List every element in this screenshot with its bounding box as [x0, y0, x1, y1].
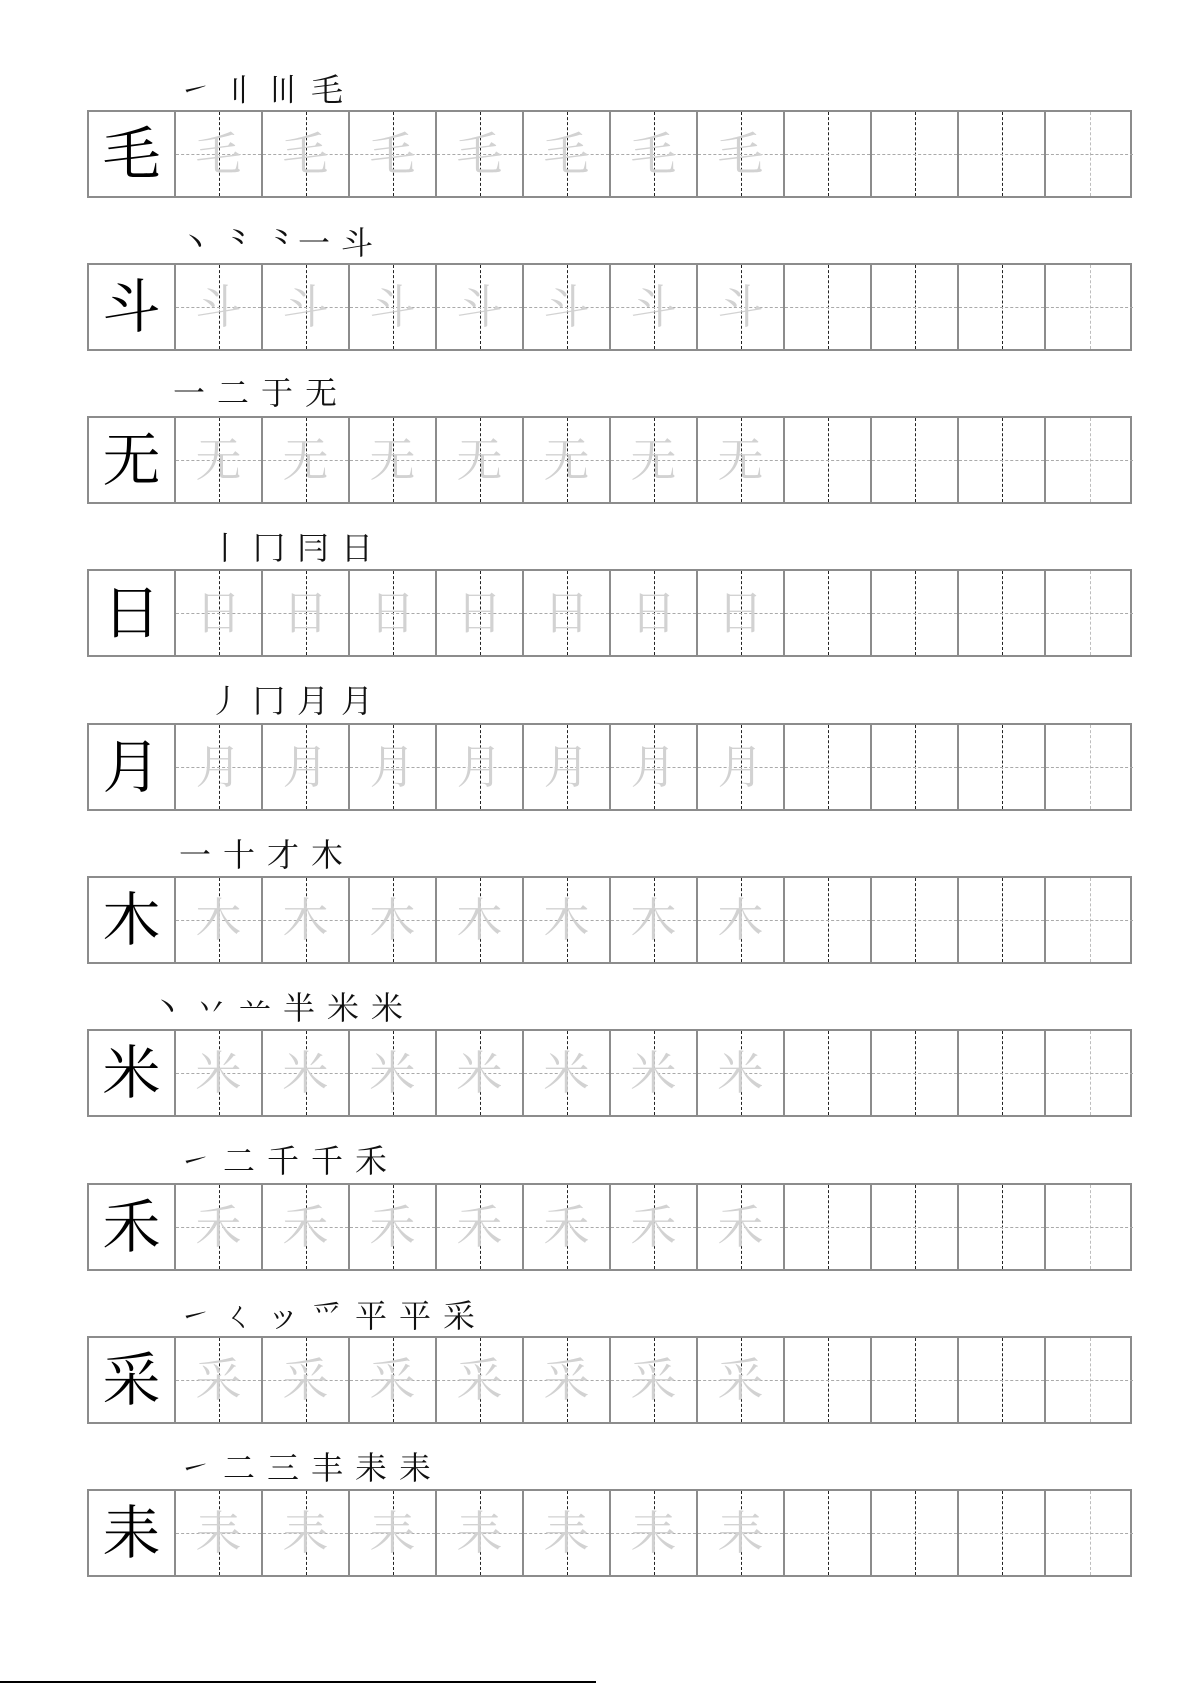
stroke-order-sequence	[150, 980, 404, 1027]
trace-cell[interactable]	[176, 725, 263, 809]
trace-cell[interactable]	[176, 1338, 263, 1422]
trace-cell[interactable]	[350, 1491, 437, 1575]
trace-cell[interactable]	[176, 1491, 263, 1575]
blank-practice-cell[interactable]	[959, 418, 1046, 502]
blank-practice-cell[interactable]	[872, 1491, 959, 1575]
trace-cell[interactable]	[611, 725, 698, 809]
stroke-step: 月	[340, 682, 373, 720]
trace-character: 无	[630, 433, 677, 487]
trace-cell[interactable]	[611, 418, 698, 502]
blank-practice-cell[interactable]	[785, 878, 872, 962]
trace-cell[interactable]	[263, 1185, 350, 1269]
trace-character: 月	[282, 740, 329, 794]
blank-practice-cell[interactable]	[872, 1185, 959, 1269]
trace-character: 米	[543, 1046, 590, 1100]
blank-practice-cell[interactable]	[959, 265, 1046, 349]
blank-practice-cell[interactable]	[872, 878, 959, 962]
trace-cell[interactable]	[698, 265, 785, 349]
stroke-step: 三	[266, 1449, 299, 1487]
stroke-step: 于	[260, 374, 293, 412]
trace-character: 采	[195, 1353, 242, 1407]
trace-cell[interactable]	[263, 878, 350, 962]
trace-cell[interactable]	[524, 1491, 611, 1575]
trace-character: 米	[282, 1046, 329, 1100]
trace-character: 无	[195, 433, 242, 487]
trace-character: 禾	[543, 1200, 590, 1254]
model-character: 禾	[102, 1193, 161, 1261]
trace-cell[interactable]	[698, 878, 785, 962]
blank-practice-cell[interactable]	[785, 418, 872, 502]
trace-character: 月	[195, 740, 242, 794]
trace-cell[interactable]	[350, 571, 437, 655]
footer-rule	[0, 1681, 596, 1683]
trace-cell[interactable]	[524, 1338, 611, 1422]
stroke-order-sequence	[208, 520, 374, 567]
stroke-step: 二	[222, 1142, 255, 1180]
trace-character: 禾	[630, 1200, 677, 1254]
trace-character: 耒	[630, 1506, 677, 1560]
model-character-cell	[89, 265, 176, 349]
stroke-step: 十	[222, 836, 255, 874]
blank-practice-cell[interactable]	[1046, 418, 1133, 502]
stroke-step: 丨	[208, 529, 241, 567]
trace-cell[interactable]	[698, 571, 785, 655]
blank-practice-cell[interactable]	[1046, 112, 1133, 196]
stroke-step: 爫	[310, 1297, 343, 1335]
blank-practice-cell[interactable]	[1046, 725, 1133, 809]
stroke-step: 无	[304, 374, 337, 412]
trace-cell[interactable]	[263, 1031, 350, 1115]
stroke-step: 半	[282, 989, 315, 1027]
trace-cell[interactable]	[698, 725, 785, 809]
trace-cell[interactable]	[437, 878, 524, 962]
trace-character: 斗	[717, 280, 764, 334]
stroke-step: 才	[266, 836, 299, 874]
practice-grid-row	[87, 263, 1132, 351]
blank-practice-cell[interactable]	[785, 1338, 872, 1422]
trace-cell[interactable]	[176, 1185, 263, 1269]
blank-practice-cell[interactable]	[872, 1338, 959, 1422]
trace-character: 米	[456, 1046, 503, 1100]
practice-grid-row	[87, 1489, 1132, 1577]
stroke-step: 二	[216, 374, 249, 412]
stroke-step: 二	[222, 1449, 255, 1487]
stroke-order-sequence	[178, 1440, 432, 1487]
stroke-order-sequence	[178, 827, 344, 874]
trace-cell[interactable]	[698, 418, 785, 502]
trace-character: 采	[543, 1353, 590, 1407]
model-character: 耒	[102, 1499, 161, 1567]
trace-character: 毛	[717, 127, 764, 181]
trace-character: 斗	[456, 280, 503, 334]
trace-cell[interactable]	[611, 1338, 698, 1422]
trace-character: 木	[456, 893, 503, 947]
stroke-step: 月	[296, 682, 329, 720]
blank-practice-cell[interactable]	[785, 1491, 872, 1575]
stroke-step: 一	[172, 374, 205, 412]
trace-character: 毛	[543, 127, 590, 181]
trace-cell[interactable]	[263, 1491, 350, 1575]
trace-character: 毛	[195, 127, 242, 181]
stroke-step: 丷	[194, 989, 227, 1027]
blank-practice-cell[interactable]	[1046, 1185, 1133, 1269]
blank-practice-cell[interactable]	[1046, 1031, 1133, 1115]
model-character-cell	[89, 1185, 176, 1269]
trace-character: 耒	[717, 1506, 764, 1560]
stroke-step: ⺀	[222, 224, 255, 262]
stroke-step: 丶	[178, 224, 211, 262]
blank-practice-cell[interactable]	[959, 1491, 1046, 1575]
blank-practice-cell[interactable]	[1046, 571, 1133, 655]
stroke-step: ㇀	[178, 71, 211, 109]
model-character-cell	[89, 1491, 176, 1575]
stroke-step: ッ	[266, 1297, 299, 1335]
model-character: 无	[102, 426, 161, 494]
stroke-order-sequence	[178, 215, 374, 262]
practice-grid-row	[87, 876, 1132, 964]
blank-practice-cell[interactable]	[872, 571, 959, 655]
trace-cell[interactable]	[350, 725, 437, 809]
blank-practice-cell[interactable]	[959, 1338, 1046, 1422]
trace-character: 采	[717, 1353, 764, 1407]
trace-character: 木	[717, 893, 764, 947]
stroke-step: 冂	[252, 529, 285, 567]
stroke-order-sequence	[208, 673, 374, 720]
practice-grid-row	[87, 1183, 1132, 1271]
stroke-step: 采	[442, 1297, 475, 1335]
trace-character: 毛	[630, 127, 677, 181]
stroke-step: 丿	[208, 682, 241, 720]
trace-character: 斗	[195, 280, 242, 334]
trace-cell[interactable]	[350, 878, 437, 962]
trace-character: 禾	[282, 1200, 329, 1254]
blank-practice-cell[interactable]	[1046, 1338, 1133, 1422]
trace-cell[interactable]	[263, 1338, 350, 1422]
trace-character: 木	[369, 893, 416, 947]
stroke-step: 丰	[310, 1449, 343, 1487]
trace-character: 采	[282, 1353, 329, 1407]
model-character-cell	[89, 1338, 176, 1422]
trace-character: 禾	[456, 1200, 503, 1254]
blank-practice-cell[interactable]	[1046, 265, 1133, 349]
trace-cell[interactable]	[698, 1031, 785, 1115]
trace-cell[interactable]	[437, 725, 524, 809]
stroke-order-sequence	[178, 62, 344, 109]
model-character: 木	[102, 886, 161, 954]
trace-character: 耒	[369, 1506, 416, 1560]
trace-cell[interactable]	[524, 571, 611, 655]
trace-character: 耒	[282, 1506, 329, 1560]
trace-character: 木	[195, 893, 242, 947]
blank-practice-cell[interactable]	[1046, 1491, 1133, 1575]
blank-practice-cell[interactable]	[785, 1185, 872, 1269]
trace-cell[interactable]	[698, 1491, 785, 1575]
trace-cell[interactable]	[437, 418, 524, 502]
trace-cell[interactable]	[437, 1491, 524, 1575]
trace-cell[interactable]	[350, 112, 437, 196]
trace-character: 月	[456, 740, 503, 794]
model-character: 采	[102, 1346, 161, 1414]
trace-character: 采	[456, 1353, 503, 1407]
trace-cell[interactable]	[350, 418, 437, 502]
trace-character: 耒	[456, 1506, 503, 1560]
stroke-step: 毛	[310, 71, 343, 109]
model-character-cell	[89, 418, 176, 502]
trace-character: 斗	[630, 280, 677, 334]
trace-character: 耒	[195, 1506, 242, 1560]
blank-practice-cell[interactable]	[785, 1031, 872, 1115]
trace-cell[interactable]	[176, 571, 263, 655]
trace-character: 无	[369, 433, 416, 487]
model-character-cell	[89, 1031, 176, 1115]
trace-cell[interactable]	[350, 1185, 437, 1269]
trace-character: 米	[717, 1046, 764, 1100]
model-character: 毛	[102, 120, 161, 188]
trace-cell[interactable]	[524, 265, 611, 349]
trace-cell[interactable]	[611, 112, 698, 196]
trace-character: 月	[630, 740, 677, 794]
trace-character: 日	[543, 586, 590, 640]
trace-character: 毛	[456, 127, 503, 181]
trace-cell[interactable]	[263, 265, 350, 349]
trace-cell[interactable]	[437, 112, 524, 196]
stroke-step: 冂	[252, 682, 285, 720]
practice-grid-row	[87, 416, 1132, 504]
stroke-step: ㇀	[178, 1449, 211, 1487]
trace-character: 米	[369, 1046, 416, 1100]
trace-cell[interactable]	[176, 112, 263, 196]
trace-character: 米	[630, 1046, 677, 1100]
trace-cell[interactable]	[611, 1491, 698, 1575]
stroke-step: 米	[326, 989, 359, 1027]
blank-practice-cell[interactable]	[785, 112, 872, 196]
stroke-step: 䒑	[238, 989, 271, 1027]
stroke-step: ㄑ	[222, 1297, 255, 1335]
trace-cell[interactable]	[524, 1031, 611, 1115]
trace-cell[interactable]	[437, 1338, 524, 1422]
blank-practice-cell[interactable]	[785, 725, 872, 809]
trace-cell[interactable]	[611, 265, 698, 349]
trace-character: 米	[195, 1046, 242, 1100]
model-character-cell	[89, 112, 176, 196]
stroke-order-sequence	[172, 365, 338, 412]
trace-cell[interactable]	[698, 112, 785, 196]
trace-cell[interactable]	[611, 1031, 698, 1115]
stroke-step: 千	[266, 1142, 299, 1180]
trace-character: 月	[543, 740, 590, 794]
stroke-step: 千	[310, 1142, 343, 1180]
trace-cell[interactable]	[350, 1031, 437, 1115]
trace-cell[interactable]	[176, 1031, 263, 1115]
trace-character: 无	[282, 433, 329, 487]
stroke-step: ㇀	[178, 1297, 211, 1335]
stroke-step: 丶	[150, 989, 183, 1027]
trace-character: 月	[369, 740, 416, 794]
trace-character: 禾	[717, 1200, 764, 1254]
trace-cell[interactable]	[176, 878, 263, 962]
practice-grid-row	[87, 723, 1132, 811]
trace-cell[interactable]	[437, 1185, 524, 1269]
trace-cell[interactable]	[698, 1185, 785, 1269]
stroke-step: ⺀一	[266, 224, 331, 262]
trace-cell[interactable]	[350, 265, 437, 349]
trace-character: 采	[630, 1353, 677, 1407]
blank-practice-cell[interactable]	[872, 265, 959, 349]
trace-cell[interactable]	[263, 418, 350, 502]
trace-character: 日	[282, 586, 329, 640]
practice-grid-row	[87, 1029, 1132, 1117]
practice-grid-row	[87, 569, 1132, 657]
stroke-step: 〢	[222, 71, 255, 109]
stroke-step: 木	[310, 836, 343, 874]
trace-cell[interactable]	[524, 1185, 611, 1269]
trace-character: 无	[456, 433, 503, 487]
trace-character: 耒	[543, 1506, 590, 1560]
trace-cell[interactable]	[524, 878, 611, 962]
stroke-step: 耒	[354, 1449, 387, 1487]
stroke-order-sequence	[178, 1133, 388, 1180]
trace-character: 日	[369, 586, 416, 640]
stroke-step: 平	[398, 1297, 431, 1335]
trace-character: 禾	[195, 1200, 242, 1254]
model-character: 月	[102, 733, 161, 801]
trace-cell[interactable]	[176, 265, 263, 349]
trace-character: 月	[717, 740, 764, 794]
stroke-step: 米	[370, 989, 403, 1027]
stroke-step: 平	[354, 1297, 387, 1335]
trace-character: 采	[369, 1353, 416, 1407]
blank-practice-cell[interactable]	[785, 265, 872, 349]
blank-practice-cell[interactable]	[959, 725, 1046, 809]
trace-cell[interactable]	[437, 1031, 524, 1115]
blank-practice-cell[interactable]	[872, 418, 959, 502]
stroke-step: ㇀	[178, 1142, 211, 1180]
stroke-step: 〣	[266, 71, 299, 109]
blank-practice-cell[interactable]	[872, 112, 959, 196]
trace-cell[interactable]	[176, 418, 263, 502]
trace-character: 日	[717, 586, 764, 640]
model-character: 斗	[102, 273, 161, 341]
model-character: 米	[102, 1039, 161, 1107]
trace-character: 无	[717, 433, 764, 487]
trace-cell[interactable]	[263, 571, 350, 655]
stroke-step: 耒	[398, 1449, 431, 1487]
stroke-step: 斗	[341, 224, 374, 262]
blank-practice-cell[interactable]	[872, 725, 959, 809]
trace-cell[interactable]	[524, 418, 611, 502]
blank-practice-cell[interactable]	[872, 1031, 959, 1115]
trace-cell[interactable]	[263, 112, 350, 196]
blank-practice-cell[interactable]	[959, 1031, 1046, 1115]
blank-practice-cell[interactable]	[959, 878, 1046, 962]
trace-character: 日	[456, 586, 503, 640]
trace-cell[interactable]	[611, 878, 698, 962]
trace-character: 斗	[282, 280, 329, 334]
trace-cell[interactable]	[698, 1338, 785, 1422]
model-character: 日	[102, 579, 161, 647]
stroke-step: 一	[178, 836, 211, 874]
trace-character: 日	[630, 586, 677, 640]
model-character-cell	[89, 878, 176, 962]
stroke-step: 日	[340, 529, 373, 567]
blank-practice-cell[interactable]	[785, 571, 872, 655]
blank-practice-cell[interactable]	[1046, 878, 1133, 962]
trace-cell[interactable]	[437, 571, 524, 655]
trace-cell[interactable]	[524, 725, 611, 809]
trace-cell[interactable]	[263, 725, 350, 809]
trace-character: 木	[630, 893, 677, 947]
blank-practice-cell[interactable]	[959, 571, 1046, 655]
trace-cell[interactable]	[437, 265, 524, 349]
trace-character: 斗	[369, 280, 416, 334]
trace-cell[interactable]	[350, 1338, 437, 1422]
model-character-cell	[89, 725, 176, 809]
model-character-cell	[89, 571, 176, 655]
stroke-step: 禾	[354, 1142, 387, 1180]
trace-cell[interactable]	[611, 571, 698, 655]
practice-grid-row	[87, 1336, 1132, 1424]
stroke-order-sequence	[178, 1288, 476, 1335]
trace-character: 日	[195, 586, 242, 640]
trace-character: 斗	[543, 280, 590, 334]
stroke-step: 冃	[296, 529, 329, 567]
blank-practice-cell[interactable]	[959, 1185, 1046, 1269]
trace-character: 木	[543, 893, 590, 947]
trace-character: 毛	[282, 127, 329, 181]
trace-character: 无	[543, 433, 590, 487]
practice-grid-row	[87, 110, 1132, 198]
trace-cell[interactable]	[611, 1185, 698, 1269]
trace-character: 木	[282, 893, 329, 947]
trace-character: 禾	[369, 1200, 416, 1254]
trace-cell[interactable]	[524, 112, 611, 196]
trace-character: 毛	[369, 127, 416, 181]
blank-practice-cell[interactable]	[959, 112, 1046, 196]
